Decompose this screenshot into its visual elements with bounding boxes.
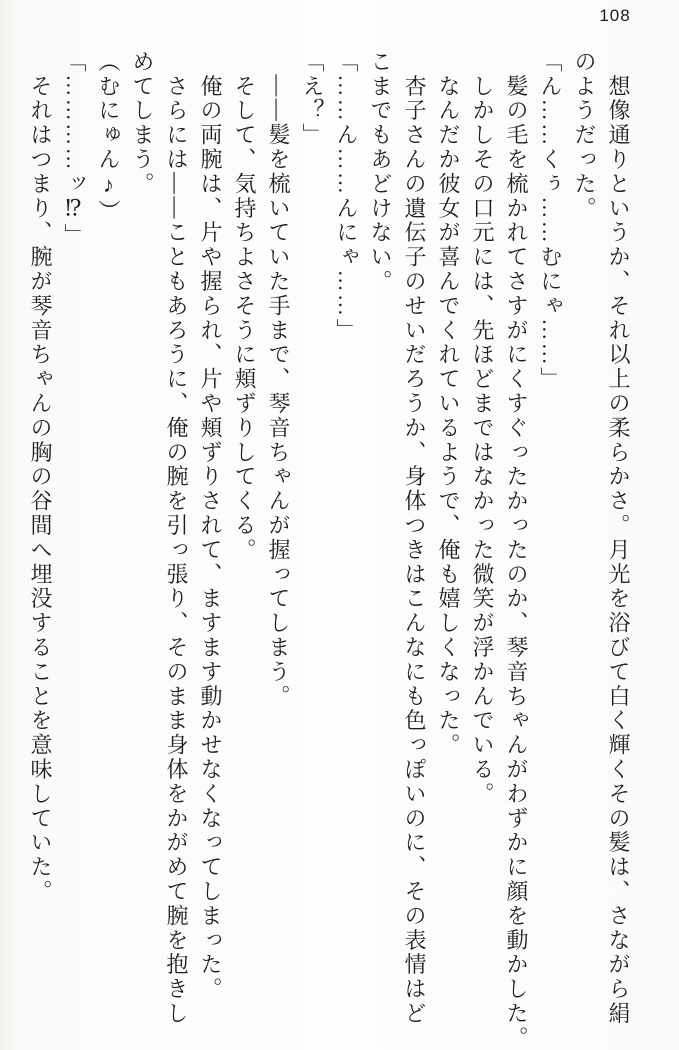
- text-line: 俺の両腕は、片や握られ、片や頬ずりされて、ますます動かせなくなってしまった。: [198, 50, 223, 1002]
- text-line: めてしまう。: [130, 50, 155, 197]
- text-line: そして、気持ちよさそうに頬ずりしてくる。: [232, 50, 257, 563]
- text-line: 想像通りというか、それ以上の柔らかさ。月光を浴びて白く輝くその髪は、さながら絹: [606, 50, 631, 1026]
- text-line: ――髪を梳いていた手まで、琴音ちゃんが握ってしまう。: [266, 50, 291, 709]
- text-line: なんだか彼女が喜んでくれているようで、俺も嬉しくなった。: [436, 50, 461, 758]
- text-line: 杏子さんの遺伝子のせいだろうか、身体つきはこんなにも色っぽいのに、その表情はど: [402, 50, 427, 1026]
- text-line-dialogue: 「ん……くぅ……むにゃ……」: [538, 50, 563, 392]
- text-line: しかしその口元には、先ほどまではなかった微笑が浮かんでいる。: [470, 50, 495, 807]
- page-text: [23, 50, 635, 1050]
- text-line: 髪の毛を梳かれてさすがにくすぐったかったのか、琴音ちゃんがわずかに顔を動かした。: [504, 50, 529, 1050]
- text-line: のようだった。: [572, 50, 597, 221]
- text-line: それはつまり、腕が琴音ちゃんの胸の谷間へ埋没することを意味していた。: [28, 50, 53, 904]
- text-line: こまでもあどけない。: [368, 50, 393, 294]
- text-line-dialogue: 「…………ッ⁉」: [62, 50, 87, 249]
- text-line-dialogue: 「え？」: [300, 50, 325, 148]
- text-line: さらには――こともあろうに、俺の腕を引っ張り、そのまま身体をかがめて腕を抱きし: [164, 50, 189, 1026]
- page-number: 108: [599, 6, 631, 25]
- text-line-thought: （むにゅん♪）: [96, 50, 121, 224]
- text-line-dialogue: 「……ん……んにゃ……」: [334, 50, 359, 343]
